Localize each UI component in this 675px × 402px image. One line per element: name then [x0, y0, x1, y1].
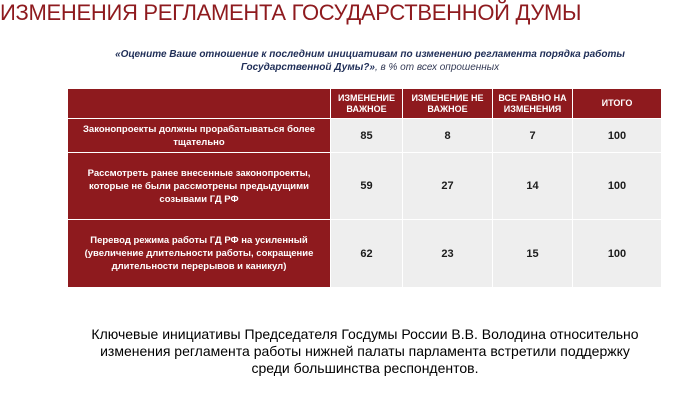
column-header-indifferent: ВСЕ РАВНО НА ИЗМЕНЕНИЯ	[492, 89, 572, 119]
question-note: , в % от всех опрошенных	[374, 62, 500, 73]
table-header-row	[68, 89, 661, 119]
value-cell: 14	[492, 153, 572, 220]
conclusion-text: Ключевые инициативы Председателя Госдумы России В.В. Володина относительно изменения регламента работы нижней палаты парламента встретили поддержку среди большинства респондентов.	[91, 326, 639, 376]
table-row	[68, 119, 661, 153]
value-cell: 7	[492, 119, 572, 153]
column-header-not-important: ИЗМЕНЕНИЕ НЕ ВАЖНОЕ	[402, 89, 492, 119]
value-cell: 85	[330, 119, 402, 153]
results-table	[68, 89, 661, 288]
value-cell: 27	[402, 153, 492, 220]
value-cell: 100	[572, 119, 661, 153]
value-cell: 23	[402, 220, 492, 288]
row-label: Перевод режима работы ГД РФ на усиленный (увеличение длительности работы, сокращение длительности перерывов и каникул)	[68, 220, 330, 288]
value-cell: 8	[402, 119, 492, 153]
header-empty-cell	[68, 89, 330, 119]
row-label: Законопроекты должны прорабатываться более тщательно	[68, 119, 330, 153]
row-label: Рассмотреть ранее внесенные законопроекты, которые не были рассмотрены предыдущими созывами ГД РФ	[68, 153, 330, 220]
slide-title: ИЗМЕНЕНИЯ РЕГЛАМЕНТА ГОСУДАРСТВЕННОЙ ДУМЫ	[0, 0, 582, 25]
question-text: «Оцените Ваше отношение к последним инициативам по изменению регламента порядка работы Государственной Думы?»	[115, 49, 625, 73]
survey-question	[80, 48, 660, 74]
table-row	[68, 220, 661, 288]
column-header-important: ИЗМЕНЕНИЕ ВАЖНОЕ	[330, 89, 402, 119]
value-cell: 62	[330, 220, 402, 288]
value-cell: 15	[492, 220, 572, 288]
column-header-total: ИТОГО	[572, 89, 661, 119]
value-cell: 100	[572, 153, 661, 220]
value-cell: 59	[330, 153, 402, 220]
value-cell: 100	[572, 220, 661, 288]
table-row	[68, 153, 661, 220]
